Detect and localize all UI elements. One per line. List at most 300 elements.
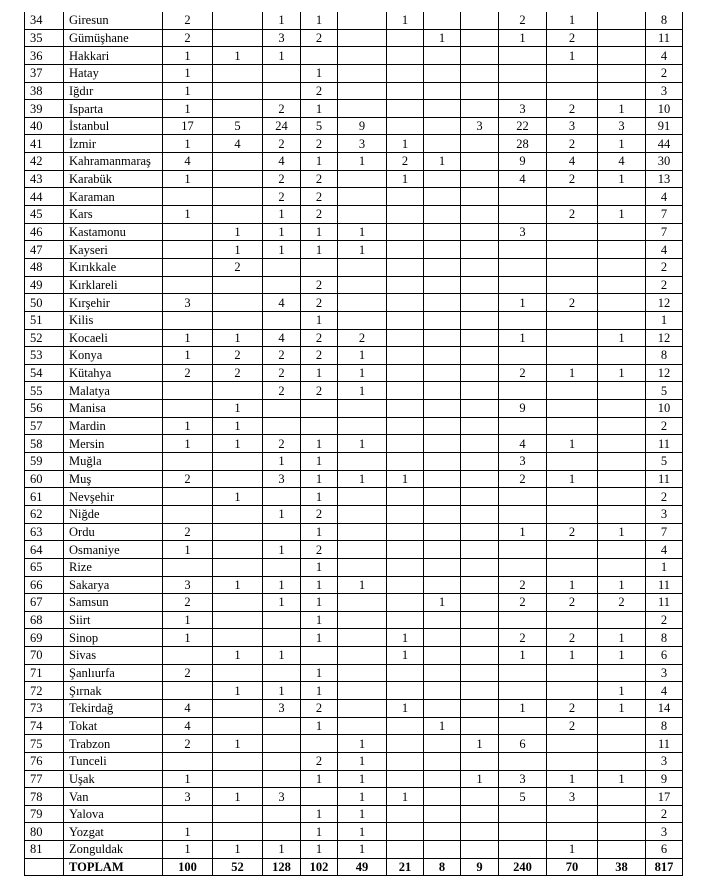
value-col-7 — [424, 276, 461, 294]
value-col-8 — [461, 558, 499, 576]
row-number: 37 — [25, 64, 64, 82]
province-name: Kütahya — [64, 364, 163, 382]
value-col-1: 2 — [163, 594, 213, 612]
value-col-6 — [387, 364, 424, 382]
value-col-9: 9 — [499, 400, 547, 418]
total-col-3: 128 — [263, 858, 301, 876]
row-number: 36 — [25, 47, 64, 65]
value-col-3: 2 — [263, 347, 301, 365]
value-col-4: 2 — [301, 135, 338, 153]
value-col-5 — [338, 488, 387, 506]
value-col-4: 2 — [301, 752, 338, 770]
value-col-7 — [424, 223, 461, 241]
province-name: Manisa — [64, 400, 163, 418]
table-row — [25, 170, 683, 188]
value-col-8: 3 — [461, 117, 499, 135]
province-name: Gümüşhane — [64, 29, 163, 47]
row-total: 12 — [646, 364, 683, 382]
value-col-4: 2 — [301, 82, 338, 100]
row-total: 4 — [646, 188, 683, 206]
value-col-1: 1 — [163, 611, 213, 629]
table-row — [25, 417, 683, 435]
value-col-5 — [338, 206, 387, 224]
value-col-8 — [461, 12, 499, 29]
value-col-11: 1 — [598, 682, 646, 700]
value-col-3 — [263, 664, 301, 682]
value-col-9 — [499, 64, 547, 82]
value-col-7: 1 — [424, 717, 461, 735]
value-col-3: 4 — [263, 294, 301, 312]
value-col-1: 1 — [163, 841, 213, 859]
value-col-3: 1 — [263, 594, 301, 612]
value-col-5 — [338, 100, 387, 118]
row-number: 79 — [25, 805, 64, 823]
value-col-6 — [387, 188, 424, 206]
value-col-11: 4 — [598, 153, 646, 171]
value-col-4: 2 — [301, 505, 338, 523]
value-col-11 — [598, 752, 646, 770]
value-col-1: 1 — [163, 347, 213, 365]
value-col-2: 1 — [213, 647, 263, 665]
value-col-4: 1 — [301, 241, 338, 259]
value-col-8 — [461, 258, 499, 276]
value-col-7 — [424, 347, 461, 365]
value-col-2 — [213, 153, 263, 171]
province-name: Kırıkkale — [64, 258, 163, 276]
table-row — [25, 805, 683, 823]
table-row — [25, 64, 683, 82]
value-col-7 — [424, 823, 461, 841]
value-col-4: 1 — [301, 311, 338, 329]
value-col-11 — [598, 82, 646, 100]
value-col-3: 1 — [263, 47, 301, 65]
value-col-8 — [461, 153, 499, 171]
value-col-6: 2 — [387, 153, 424, 171]
province-name: Mersin — [64, 435, 163, 453]
value-col-2 — [213, 188, 263, 206]
row-total: 8 — [646, 717, 683, 735]
value-col-6 — [387, 29, 424, 47]
value-col-4: 1 — [301, 64, 338, 82]
value-col-2 — [213, 29, 263, 47]
value-col-10 — [547, 241, 598, 259]
province-name: Kars — [64, 206, 163, 224]
value-col-10: 1 — [547, 364, 598, 382]
value-col-3: 3 — [263, 699, 301, 717]
value-col-3: 3 — [263, 470, 301, 488]
value-col-5: 1 — [338, 752, 387, 770]
value-col-10: 2 — [547, 699, 598, 717]
value-col-4: 1 — [301, 100, 338, 118]
table-row — [25, 523, 683, 541]
value-col-10 — [547, 311, 598, 329]
value-col-1: 2 — [163, 664, 213, 682]
row-total: 30 — [646, 153, 683, 171]
value-col-2: 1 — [213, 576, 263, 594]
value-col-6: 1 — [387, 788, 424, 806]
value-col-11: 2 — [598, 594, 646, 612]
row-number: 72 — [25, 682, 64, 700]
value-col-1: 2 — [163, 29, 213, 47]
value-col-1: 3 — [163, 576, 213, 594]
row-total: 7 — [646, 206, 683, 224]
province-name: Samsun — [64, 594, 163, 612]
row-number: 47 — [25, 241, 64, 259]
value-col-9 — [499, 241, 547, 259]
value-col-11 — [598, 735, 646, 753]
value-col-3: 24 — [263, 117, 301, 135]
value-col-2 — [213, 823, 263, 841]
row-total: 11 — [646, 576, 683, 594]
value-col-5: 1 — [338, 841, 387, 859]
value-col-8 — [461, 329, 499, 347]
row-total: 11 — [646, 435, 683, 453]
value-col-7 — [424, 241, 461, 259]
row-number: 45 — [25, 206, 64, 224]
table-row — [25, 294, 683, 312]
row-total: 3 — [646, 82, 683, 100]
value-col-3: 2 — [263, 100, 301, 118]
table-row — [25, 735, 683, 753]
value-col-7 — [424, 629, 461, 647]
value-col-7 — [424, 135, 461, 153]
value-col-10 — [547, 611, 598, 629]
value-col-3: 4 — [263, 153, 301, 171]
value-col-4: 1 — [301, 12, 338, 29]
value-col-6 — [387, 558, 424, 576]
value-col-10 — [547, 558, 598, 576]
value-col-8 — [461, 188, 499, 206]
value-col-4: 1 — [301, 682, 338, 700]
row-number: 75 — [25, 735, 64, 753]
value-col-3 — [263, 558, 301, 576]
value-col-6: 1 — [387, 699, 424, 717]
value-col-2 — [213, 558, 263, 576]
table-row — [25, 647, 683, 665]
value-col-3: 1 — [263, 453, 301, 471]
value-col-2: 1 — [213, 435, 263, 453]
value-col-8 — [461, 629, 499, 647]
value-col-5 — [338, 82, 387, 100]
value-col-1 — [163, 382, 213, 400]
row-total: 17 — [646, 788, 683, 806]
value-col-10 — [547, 276, 598, 294]
value-col-5: 1 — [338, 382, 387, 400]
value-col-4 — [301, 258, 338, 276]
value-col-5: 1 — [338, 788, 387, 806]
value-col-7 — [424, 541, 461, 559]
table-row — [25, 488, 683, 506]
row-total: 11 — [646, 594, 683, 612]
row-total: 4 — [646, 682, 683, 700]
value-col-6 — [387, 453, 424, 471]
value-col-3: 3 — [263, 788, 301, 806]
value-col-9: 6 — [499, 735, 547, 753]
value-col-7: 1 — [424, 594, 461, 612]
row-number: 48 — [25, 258, 64, 276]
value-col-5 — [338, 400, 387, 418]
value-col-2 — [213, 276, 263, 294]
value-col-11 — [598, 541, 646, 559]
row-total: 8 — [646, 12, 683, 29]
province-name: Sivas — [64, 647, 163, 665]
table-row — [25, 841, 683, 859]
value-col-2 — [213, 752, 263, 770]
value-col-5 — [338, 541, 387, 559]
value-col-5 — [338, 64, 387, 82]
row-number: 35 — [25, 29, 64, 47]
value-col-5: 1 — [338, 223, 387, 241]
value-col-4: 1 — [301, 841, 338, 859]
value-col-10: 1 — [547, 576, 598, 594]
value-col-8 — [461, 400, 499, 418]
table-row — [25, 100, 683, 118]
province-name: Muş — [64, 470, 163, 488]
value-col-1 — [163, 311, 213, 329]
value-col-4: 1 — [301, 664, 338, 682]
total-col-8: 9 — [461, 858, 499, 876]
value-col-5 — [338, 647, 387, 665]
value-col-9: 1 — [499, 329, 547, 347]
value-col-1: 3 — [163, 788, 213, 806]
row-total: 3 — [646, 823, 683, 841]
value-col-6 — [387, 241, 424, 259]
value-col-6 — [387, 435, 424, 453]
value-col-8 — [461, 699, 499, 717]
value-col-11: 3 — [598, 117, 646, 135]
value-col-3 — [263, 417, 301, 435]
value-col-9 — [499, 417, 547, 435]
value-col-1 — [163, 453, 213, 471]
value-col-1: 1 — [163, 770, 213, 788]
value-col-9: 2 — [499, 594, 547, 612]
value-col-4: 1 — [301, 453, 338, 471]
row-total: 2 — [646, 64, 683, 82]
province-name: Van — [64, 788, 163, 806]
value-col-1: 4 — [163, 153, 213, 171]
row-total: 1 — [646, 311, 683, 329]
value-col-2: 1 — [213, 735, 263, 753]
row-total: 13 — [646, 170, 683, 188]
value-col-7 — [424, 805, 461, 823]
row-total: 5 — [646, 382, 683, 400]
row-total: 4 — [646, 241, 683, 259]
value-col-9 — [499, 82, 547, 100]
value-col-1: 2 — [163, 12, 213, 29]
value-col-4: 1 — [301, 717, 338, 735]
value-col-4: 2 — [301, 347, 338, 365]
value-col-6: 1 — [387, 170, 424, 188]
value-col-10: 2 — [547, 170, 598, 188]
value-col-9: 4 — [499, 435, 547, 453]
value-col-1: 2 — [163, 735, 213, 753]
value-col-10: 2 — [547, 594, 598, 612]
value-col-2 — [213, 699, 263, 717]
value-col-7 — [424, 382, 461, 400]
table-row — [25, 788, 683, 806]
row-number: 43 — [25, 170, 64, 188]
value-col-5 — [338, 594, 387, 612]
value-col-11 — [598, 188, 646, 206]
value-col-5: 1 — [338, 364, 387, 382]
province-name: Şırnak — [64, 682, 163, 700]
value-col-11 — [598, 717, 646, 735]
value-col-1: 2 — [163, 470, 213, 488]
value-col-4: 1 — [301, 629, 338, 647]
table-row — [25, 664, 683, 682]
value-col-2 — [213, 294, 263, 312]
value-col-11 — [598, 47, 646, 65]
province-name: İstanbul — [64, 117, 163, 135]
province-name: Yalova — [64, 805, 163, 823]
table-row — [25, 47, 683, 65]
value-col-11: 1 — [598, 576, 646, 594]
value-col-7: 1 — [424, 29, 461, 47]
province-name: Karabük — [64, 170, 163, 188]
value-col-4: 2 — [301, 699, 338, 717]
value-col-5 — [338, 294, 387, 312]
value-col-9: 5 — [499, 788, 547, 806]
value-col-10: 2 — [547, 629, 598, 647]
province-name: Nevşehir — [64, 488, 163, 506]
table-row — [25, 29, 683, 47]
value-col-5: 9 — [338, 117, 387, 135]
value-col-8 — [461, 364, 499, 382]
value-col-6 — [387, 206, 424, 224]
value-col-2 — [213, 170, 263, 188]
value-col-5 — [338, 29, 387, 47]
value-col-7 — [424, 770, 461, 788]
row-total: 4 — [646, 47, 683, 65]
value-col-8 — [461, 82, 499, 100]
value-col-7 — [424, 647, 461, 665]
value-col-4: 2 — [301, 294, 338, 312]
value-col-2 — [213, 611, 263, 629]
value-col-10 — [547, 823, 598, 841]
row-total: 2 — [646, 417, 683, 435]
value-col-5 — [338, 558, 387, 576]
value-col-3 — [263, 752, 301, 770]
value-col-2: 1 — [213, 488, 263, 506]
value-col-9: 4 — [499, 170, 547, 188]
table-row — [25, 400, 683, 418]
table-row — [25, 717, 683, 735]
value-col-3 — [263, 64, 301, 82]
value-col-5 — [338, 664, 387, 682]
province-name: Hatay — [64, 64, 163, 82]
total-col-1: 100 — [163, 858, 213, 876]
province-name: Trabzon — [64, 735, 163, 753]
value-col-11: 1 — [598, 135, 646, 153]
value-col-7 — [424, 699, 461, 717]
value-col-2: 1 — [213, 682, 263, 700]
value-col-5 — [338, 170, 387, 188]
value-col-8 — [461, 64, 499, 82]
value-col-4: 1 — [301, 223, 338, 241]
table-row — [25, 558, 683, 576]
value-col-11 — [598, 453, 646, 471]
row-number: 71 — [25, 664, 64, 682]
value-col-9: 1 — [499, 294, 547, 312]
table-row — [25, 541, 683, 559]
row-number: 42 — [25, 153, 64, 171]
value-col-3: 1 — [263, 576, 301, 594]
table-row — [25, 364, 683, 382]
value-col-5 — [338, 699, 387, 717]
value-col-9: 1 — [499, 699, 547, 717]
value-col-11 — [598, 488, 646, 506]
value-col-3: 1 — [263, 647, 301, 665]
province-name: Konya — [64, 347, 163, 365]
value-col-2 — [213, 206, 263, 224]
value-col-11 — [598, 417, 646, 435]
table-row — [25, 435, 683, 453]
value-col-4 — [301, 400, 338, 418]
value-col-1: 17 — [163, 117, 213, 135]
value-col-6 — [387, 347, 424, 365]
value-col-2 — [213, 541, 263, 559]
value-col-11: 1 — [598, 329, 646, 347]
value-col-7 — [424, 752, 461, 770]
row-number: 38 — [25, 82, 64, 100]
value-col-10 — [547, 453, 598, 471]
row-number: 68 — [25, 611, 64, 629]
value-col-3 — [263, 717, 301, 735]
row-number: 54 — [25, 364, 64, 382]
value-col-10 — [547, 382, 598, 400]
value-col-11 — [598, 258, 646, 276]
value-col-3 — [263, 629, 301, 647]
value-col-2: 1 — [213, 788, 263, 806]
row-number: 64 — [25, 541, 64, 559]
value-col-8 — [461, 206, 499, 224]
value-col-9 — [499, 347, 547, 365]
table-row — [25, 629, 683, 647]
value-col-11 — [598, 400, 646, 418]
table-row — [25, 505, 683, 523]
value-col-5 — [338, 505, 387, 523]
province-name: Tekirdağ — [64, 699, 163, 717]
value-col-11: 1 — [598, 699, 646, 717]
value-col-10 — [547, 400, 598, 418]
value-col-3 — [263, 311, 301, 329]
value-col-10 — [547, 417, 598, 435]
value-col-5 — [338, 417, 387, 435]
value-col-1 — [163, 223, 213, 241]
value-col-8 — [461, 453, 499, 471]
value-col-6: 1 — [387, 629, 424, 647]
value-col-1 — [163, 400, 213, 418]
value-col-9: 2 — [499, 470, 547, 488]
province-name: Kastamonu — [64, 223, 163, 241]
value-col-9: 1 — [499, 647, 547, 665]
value-col-8 — [461, 135, 499, 153]
row-number: 51 — [25, 311, 64, 329]
value-col-4 — [301, 788, 338, 806]
value-col-5: 1 — [338, 576, 387, 594]
value-col-10: 1 — [547, 47, 598, 65]
value-col-5: 1 — [338, 735, 387, 753]
value-col-7 — [424, 82, 461, 100]
value-col-2 — [213, 64, 263, 82]
value-col-11 — [598, 823, 646, 841]
row-number: 74 — [25, 717, 64, 735]
value-col-4: 2 — [301, 188, 338, 206]
value-col-8 — [461, 505, 499, 523]
value-col-11 — [598, 805, 646, 823]
value-col-8 — [461, 241, 499, 259]
value-col-9: 28 — [499, 135, 547, 153]
